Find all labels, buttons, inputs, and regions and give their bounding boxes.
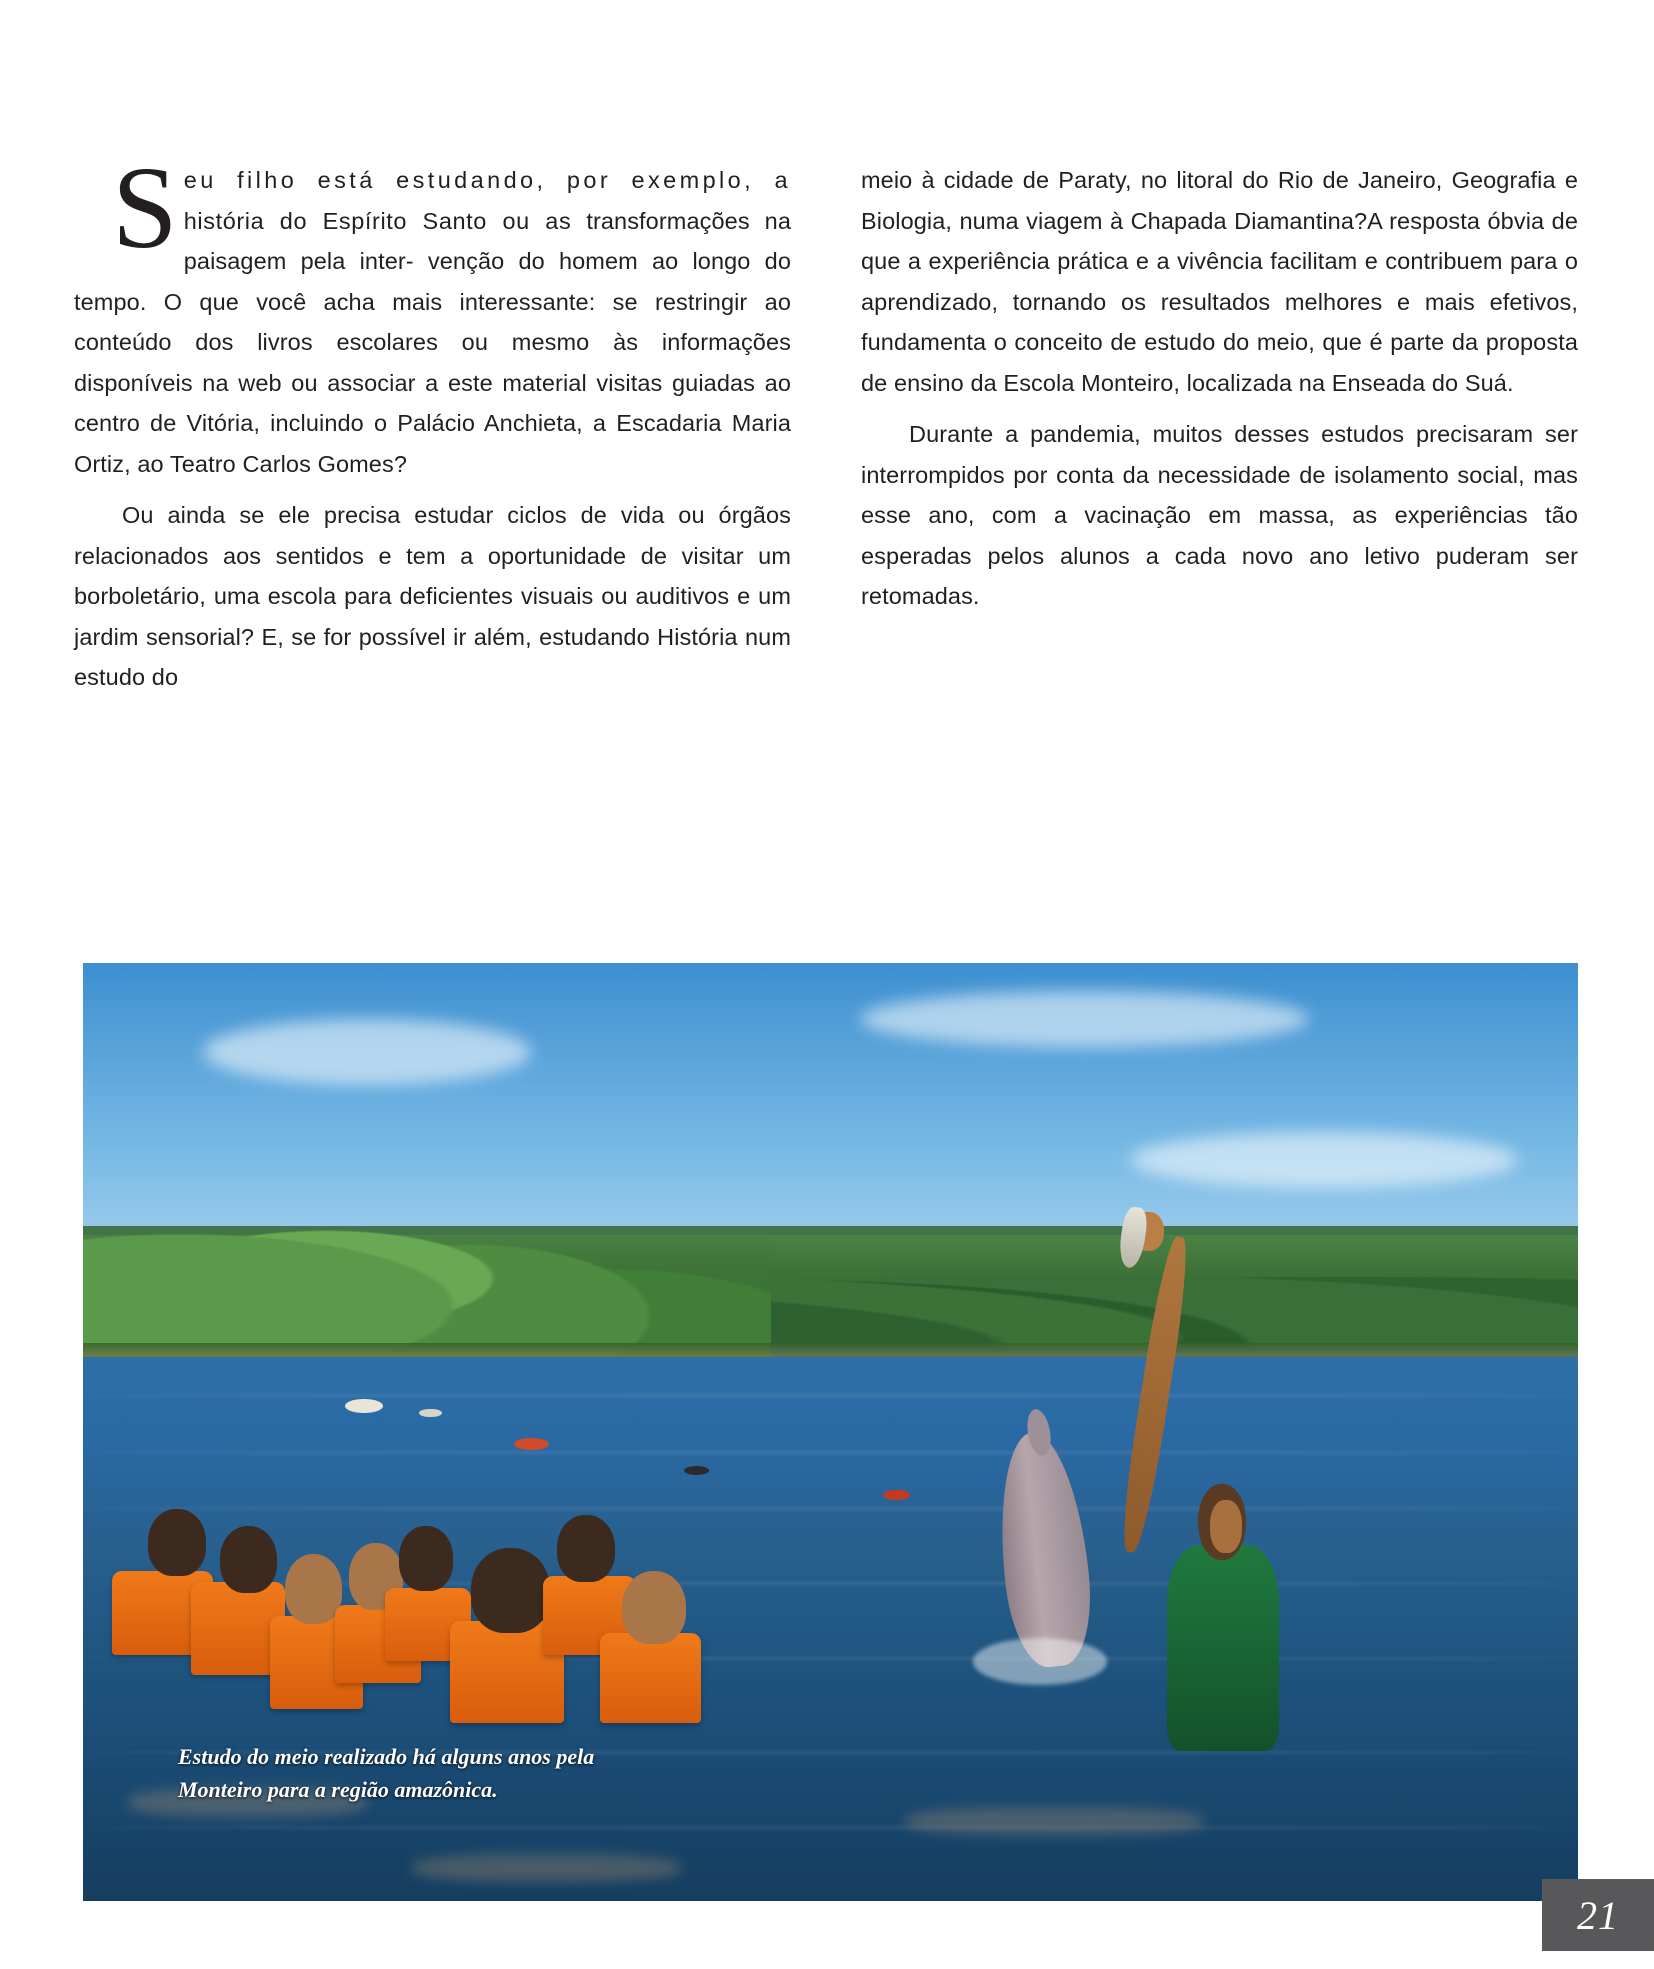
water-reflection <box>905 1807 1204 1835</box>
students-group <box>98 1470 816 1751</box>
photo-caption <box>178 1740 818 1806</box>
left-paragraph-1-line-2: história do Espírito Santo ou as <box>183 207 572 234</box>
photo-illustration <box>83 963 1578 1901</box>
water-ripple <box>83 1451 1578 1454</box>
photo-caption-line-1: Estudo do meio realizado há alguns anos pela <box>178 1744 595 1769</box>
cloud <box>203 1019 532 1085</box>
left-paragraph-1-line-3: transformações na paisagem pela inter- <box>183 207 791 274</box>
float-buoy <box>514 1438 550 1450</box>
cloud <box>1130 1132 1519 1188</box>
student-head <box>399 1526 453 1591</box>
left-column <box>74 142 791 698</box>
man-torso-green-shirt <box>1167 1545 1279 1751</box>
left-paragraph-1-rest: venção do homem ao longo do tempo. O que você acha mais interessante: se restringir ao conteúdo dos livros escolares ou mesmo às informações disponíveis na web ou associar a este material visitas guiadas ao centro de Vitória, incluindo o Palácio Anchieta, a Escadaria Maria Ortiz, ao Teatro Carlos Gomes? <box>74 248 791 477</box>
life-vest <box>600 1633 700 1723</box>
right-paragraph-2: Durante a pandemia, muitos desses estudos precisaram ser interrompidos por conta da necessidade de isolamento social, mas esse ano, com a vacinação em massa, as experiências tão esperadas pelos alunos a cada novo ano letivo puderam ser retomadas. <box>861 421 1578 609</box>
student-head <box>220 1526 277 1594</box>
student-head <box>285 1554 342 1624</box>
page-number: 21 <box>1542 1879 1654 1951</box>
student-head <box>471 1548 550 1632</box>
float-buoy <box>419 1409 441 1417</box>
right-column <box>861 160 1578 698</box>
student-head <box>622 1571 687 1644</box>
left-paragraph-2: Ou ainda se ele precisa estudar ciclos de vida ou órgãos relacionados aos sentidos e tem a oportunidade de visitar um borboletário, uma escola para deficientes visuais ou auditivos e um jardim sensorial? E, se for possível ir além, estudando História num estudo do <box>74 502 791 690</box>
water-ripple <box>83 1826 1578 1829</box>
man-face <box>1210 1500 1241 1553</box>
left-forest-trees <box>83 1151 771 1357</box>
drop-cap-letter: S <box>112 142 178 273</box>
water-reflection <box>412 1854 681 1882</box>
article-body <box>74 142 1578 698</box>
photo-caption-line-2: Monteiro para a região amazônica. <box>178 1777 498 1802</box>
student-head <box>148 1509 205 1577</box>
right-paragraph-1: meio à cidade de Paraty, no litoral do Rio de Janeiro, Geografia e Biologia, numa viagem à Chapada Diamantina?A resposta óbvia de que a experiência prática e a vivência facilitam e contribuem para o aprendizado, tornando os resultados melhores e mais efetivos, fundamenta o conceito de estudo do meio, que é parte da proposta de ensino da Escola Monteiro, localizada na Enseada do Suá. <box>861 167 1578 396</box>
article-photo <box>83 963 1578 1901</box>
student-head <box>557 1515 614 1583</box>
left-paragraph-1 <box>74 142 791 484</box>
cloud <box>860 991 1309 1047</box>
left-paragraph-1-line-1: eu filho está estudando, por exemplo, a <box>183 167 791 193</box>
water-splash <box>973 1638 1108 1685</box>
